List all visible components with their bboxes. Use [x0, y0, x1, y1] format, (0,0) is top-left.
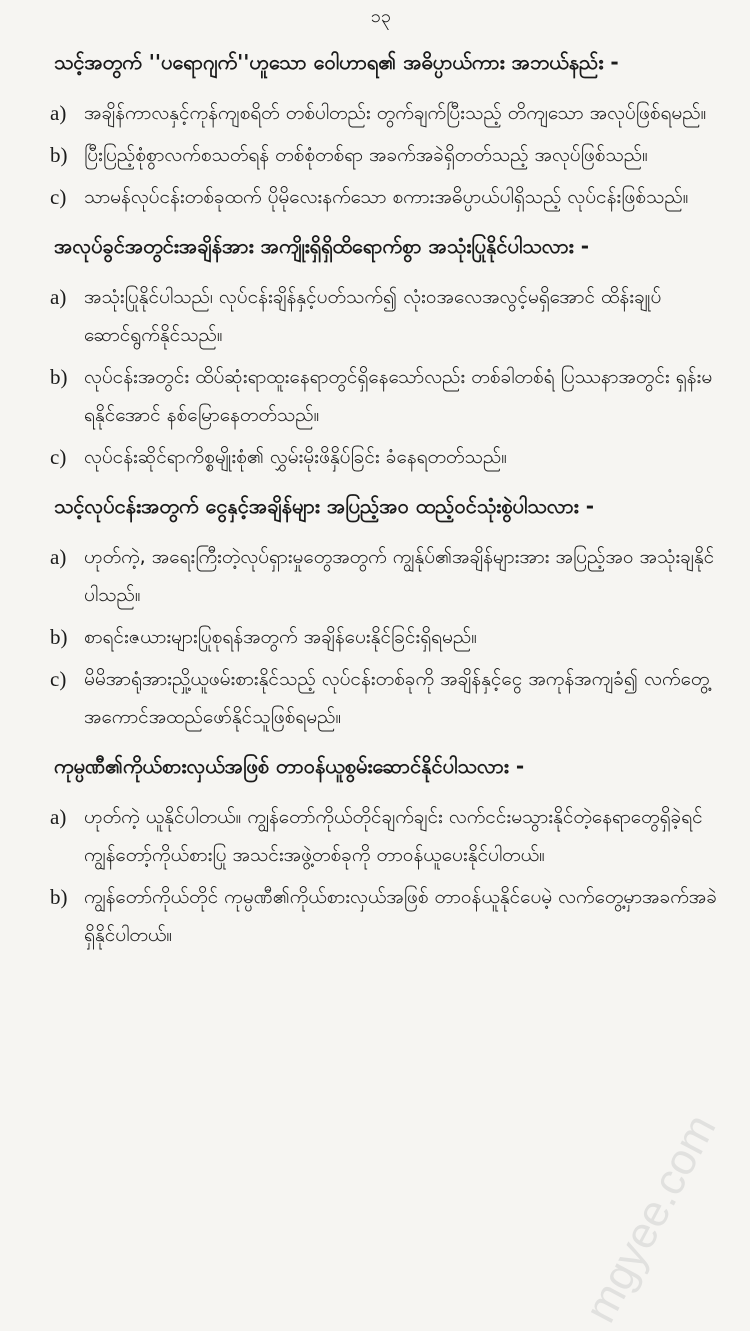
question-heading: သင့်လုပ်ငန်းအတွက် ငွေနှင့်အချိန်များ အပြည့်အဝ ထည့်ဝင်သုံးစွဲပါသလား - — [54, 494, 595, 518]
answer-item — [44, 136, 718, 174]
answer-marker: b) — [50, 365, 68, 389]
page-number: ၁၃ — [370, 6, 392, 27]
answer-list — [44, 798, 718, 954]
answer-text: အချိန်ကာလနှင့်ကုန်ကျစရိတ် တစ်ပါတည်း တွက်ချက်ပြီးသည့် တိကျသော အလုပ်ဖြစ်ရမည်။ — [84, 102, 707, 124]
answer-text: စာရင်းဇယားများပြုစုရန်အတွက် အချိန်ပေးနိုင်ခြင်းရှိရမည်။ — [84, 626, 478, 648]
answer-text: မိမိအာရုံအားညှို့ယူဖမ်းစားနိုင်သည့် လုပ်ငန်းတစ်ခုကို အချိန်နှင့်ငွေ အကုန်အကျခံ၍ လက်တွေ့အကောင်အထည်ဖော်နိုင်သူဖြစ်ရမည်။ — [84, 668, 710, 728]
answer-marker: c) — [50, 185, 67, 209]
answer-item — [44, 878, 718, 954]
answer-marker: a) — [50, 545, 67, 569]
answer-item — [44, 438, 718, 476]
answer-marker: c) — [50, 667, 67, 691]
question-heading: အလုပ်ခွင်အတွင်းအချိန်အား အကျိုးရှိရှိထိရောက်စွာ အသုံးပြုနိုင်ပါသလား - — [54, 234, 590, 258]
answer-marker: c) — [50, 445, 67, 469]
answer-item — [44, 358, 718, 434]
question-section-1 — [44, 44, 718, 216]
answer-marker: b) — [50, 625, 68, 649]
answer-marker: b) — [50, 143, 68, 167]
answer-item — [44, 660, 718, 736]
question-heading: သင့်အတွက် ''ပရောဂျက်''ဟူသော ဝေါဟာရ၏ အဓိပ္ပာယ်ကား အဘယ်နည်း - — [54, 50, 619, 74]
question-section-3 — [44, 488, 718, 736]
question-section-2 — [44, 228, 718, 476]
answer-list — [44, 278, 718, 476]
answer-item — [44, 178, 718, 216]
answer-marker: b) — [50, 885, 68, 909]
question-heading: ကုမ္ပဏီ၏ကိုယ်စားလှယ်အဖြစ် တာဝန်ယူစွမ်းဆောင်နိုင်ပါသလား - — [54, 754, 525, 778]
answer-text: အသုံးပြုနိုင်ပါသည်၊ လုပ်ငန်းချိန်နှင့်ပတ်သက်၍ လုံးဝအလေအလွင့်မရှိအောင် ထိန်းချုပ်ဆောင်ရွက်နိုင်သည်။ — [84, 286, 662, 346]
answer-item — [44, 278, 718, 354]
answer-text: ဟုတ်ကဲ့, အရေးကြီးတဲ့လုပ်ရှားမှုတွေအတွက် ကျွန်ုပ်၏အချိန်များအား အပြည့်အဝ အသုံးချနိုင်ပါသည်။ — [84, 546, 715, 606]
question-section-4 — [44, 748, 718, 954]
answer-marker: a) — [50, 101, 67, 125]
answer-item — [44, 538, 718, 614]
answer-text: ဟုတ်ကဲ့ ယူနိုင်ပါတယ်။ ကျွန်တော်ကိုယ်တိုင်ချက်ချင်း လက်ငင်းမသွားနိုင်တဲ့နေရာတွေရှိခဲ့ရင် ကျွန်တော့်ကိုယ်စားပြု အသင်းအဖွဲ့တစ်ခုကို တာဝန်ယူပေးနိုင်ပါတယ်။ — [84, 806, 703, 866]
answer-item — [44, 798, 718, 874]
answer-text: လုပ်ငန်းဆိုင်ရာကိစ္စမျိုးစုံ၏ လွှမ်းမိုးဖိနှိပ်ခြင်း ခံနေရတတ်သည်။ — [84, 446, 508, 468]
answer-item — [44, 94, 718, 132]
watermark: mgyee.com — [575, 1106, 726, 1331]
answer-item — [44, 618, 718, 656]
answer-marker: a) — [50, 805, 67, 829]
answer-text: လုပ်ငန်းအတွင်း ထိပ်ဆုံးရာထူးနေရာတွင်ရှိနေသော်လည်း တစ်ခါတစ်ရံ ပြဿနာအတွင်း ရှန်းမရနိုင်အောင် နစ်မြောနေတတ်သည်။ — [84, 366, 713, 426]
answer-list — [44, 94, 718, 216]
answer-text: ပြီးပြည့်စုံစွာလက်စသတ်ရန် တစ်စုံတစ်ရာ အခက်အခဲရှိတတ်သည့် အလုပ်ဖြစ်သည်။ — [84, 144, 648, 166]
answer-text: သာမန်လုပ်ငန်းတစ်ခုထက် ပိုမိုလေးနက်သော စကားအဓိပ္ပာယ်ပါရှိသည့် လုပ်ငန်းဖြစ်သည်။ — [84, 186, 689, 208]
answer-marker: a) — [50, 285, 67, 309]
answer-list — [44, 538, 718, 736]
answer-text: ကျွန်တော်ကိုယ်တိုင် ကုမ္ပဏီ၏ကိုယ်စားလှယ်အဖြစ် တာဝန်ယူနိုင်ပေမဲ့ လက်တွေ့မှာအခက်အခဲ ရှိနိုင်ပါတယ်။ — [84, 886, 717, 946]
